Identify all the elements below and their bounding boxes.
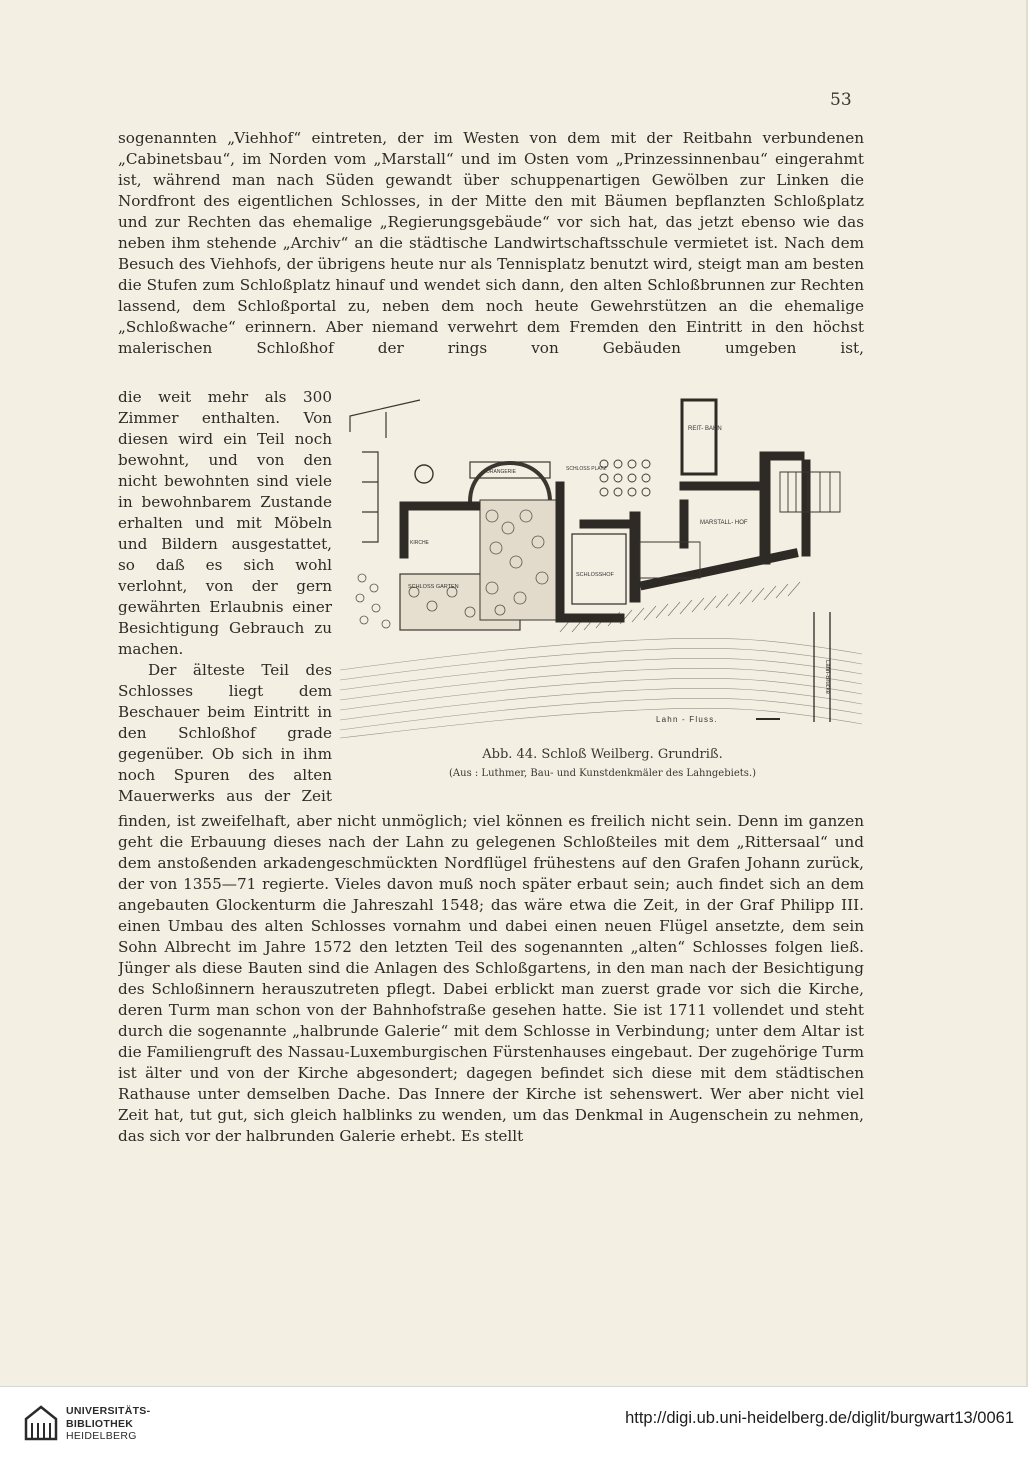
- side-column: [118, 387, 332, 807]
- paragraph-top: sogenannten „Viehhof“ eintreten, der im Westen von dem mit der Reitbahn verbundenen „Cabinetsbau“, im Norden vom „Marstall“ und im Osten vom „Prinzessinnenbau“ eingerahmt ist, während man nach Süden gewandt über schuppenartigen Gewölben zur Linken die Nordfront des eigentlichen Schlosses, in der Mitte den mit Bäumen bepflanzten Schloßplatz und zur Rechten das ehemalige „Regierungsgebäude“ vor sich hat, das jetzt ebenso wie das neben ihm stehende „Archiv“ an die städtische Landwirtschaftsschule vermietet ist. Nach dem Besuch des Viehhofs, der übrigens heute nur als Tennisplatz benutzt wird, steigt man am besten die Stufen zum Schloßplatz hinauf und wendet sich dann, den alten Schloßbrunnen zur Rechten lassend, dem Schloßportal zu, neben dem noch heute Gewehrstützen an die ehemalige „Schloßwache“ erinnern. Aber niemand verwehrt dem Fremden den Eintritt in den höchst malerischen Schloßhof der rings von Gebäuden umgeben ist,: [118, 129, 864, 357]
- library-name: [66, 1405, 150, 1443]
- garden-parterre: [480, 500, 556, 620]
- label-reitbahn: REIT- BAHN: [688, 426, 722, 432]
- river-area: [340, 638, 862, 738]
- source-url-link[interactable]: http://digi.ub.uni-heidelberg.de/diglit/burgwart13/0061: [625, 1409, 1014, 1427]
- label-schlossplatz: SCHLOSS PLATZ: [566, 466, 607, 472]
- library-line-3: HEIDELBERG: [66, 1430, 137, 1442]
- figure-source: (Aus : Luthmer, Bau- und Kunstdenkmäler des Lahngebiets.): [449, 768, 756, 779]
- schlossplatz-trees: [600, 460, 650, 496]
- library-footer: [0, 1386, 1028, 1461]
- label-kirche: KIRCHE: [410, 540, 429, 546]
- octagon-pavilion: [415, 465, 433, 483]
- label-lahn-fluss: Lahn - Fluss.: [656, 715, 718, 724]
- label-marstallhof: MARSTALL- HOF: [700, 520, 748, 526]
- library-logo-icon: [22, 1403, 60, 1443]
- outline-walls: [350, 400, 420, 542]
- label-lahn-bruecke: Lahn-Brücke: [824, 660, 830, 695]
- label-orangerie: ORANGERIE: [486, 469, 517, 475]
- page-number: 53: [830, 90, 852, 110]
- library-line-1: UNIVERSITÄTS-: [66, 1405, 151, 1417]
- library-line-2: BIBLIOTHEK: [66, 1417, 134, 1430]
- label-schlossgarten: SCHLOSS GARTEN: [408, 584, 459, 590]
- paragraph-bottom: finden, ist zweifelhaft, aber nicht unmöglich; viel können es freilich nicht sein. Denn im ganzen geht die Erbauung dieses nach der Lahn zu gelegenen Schloßteiles mit dem „Rittersaal“ und dem anstoßenden arkadengeschmückten Nordflügel frühestens auf den Grafen Johann zurück, der von 1355—71 regierte. Vieles davon muß noch später erbaut sein; auch findet sich an dem angebauten Glockenturm die Jahreszahl 1548; das wäre etwa die Zeit, in der Graf Philipp III. einen Umbau des alten Schlosses vornahm und dabei einen neuen Flügel ansetzte, dem sein Sohn Albrecht im Jahre 1572 den letzten Teil des sogenannten „alten“ Schlosses folgen ließ. Jünger als diese Bauten sind die Anlagen des Schloßgartens, in den man nach der Besichtigung des Schloßinnern herauszutreten pflegt. Dabei erblickt man zuerst grade vor sich die Kirche, deren Turm man schon von der Bahnhofstraße gesehen hatte. Sie ist 1711 vollendet und steht durch die sogenannte „halbrunde Galerie“ mit dem Schlosse in Verbindung; unter dem Altar ist die Familiengruft des Nassau-Luxemburgischen Fürstenhauses eingebaut. Der zugehörige Turm ist älter und von der Kirche abgesondert; dagegen befindet sich diese mit dem städtischen Rathause unter demselben Dache. Das Innere der Kirche ist sehenswert. Wer aber nicht viel Zeit hat, tut gut, sich gleich halblinks zu wenden, um das Denkmal in Augenschein zu nehmen, das sich vor der halbrunden Galerie erhebt. Es stellt: [118, 812, 864, 1145]
- reitbahn-block: [682, 400, 716, 474]
- castle-floor-plan: [340, 392, 862, 740]
- label-schlosshof: SCHLOSSHOF: [576, 572, 614, 578]
- slope-hatching: [560, 582, 800, 632]
- paragraph-side-1: die weit mehr als 300 Zimmer enthalten. Von diesen wird ein Teil noch bewohnt, und von den nicht bewohnten sind viele in bewohnbarem Zustande erhalten und mit Möbeln und Bildern ausgestattet, so daß es sich wohl verlohnt, von der gern gewährten Erlaubnis einer Besichtigung Gebrauch zu machen.: [118, 388, 332, 658]
- paragraph-side-2: Der älteste Teil des Schlosses liegt dem Beschauer beim Eintritt in den Schloßhof grade gegenüber. Ob sich in ihm noch Spuren des alten Mauerwerks aus der Zeit: [118, 661, 332, 805]
- schlosshof-court: [572, 534, 626, 604]
- figure-caption: Abb. 44. Schloß Weilberg. Grundriß.: [482, 747, 723, 762]
